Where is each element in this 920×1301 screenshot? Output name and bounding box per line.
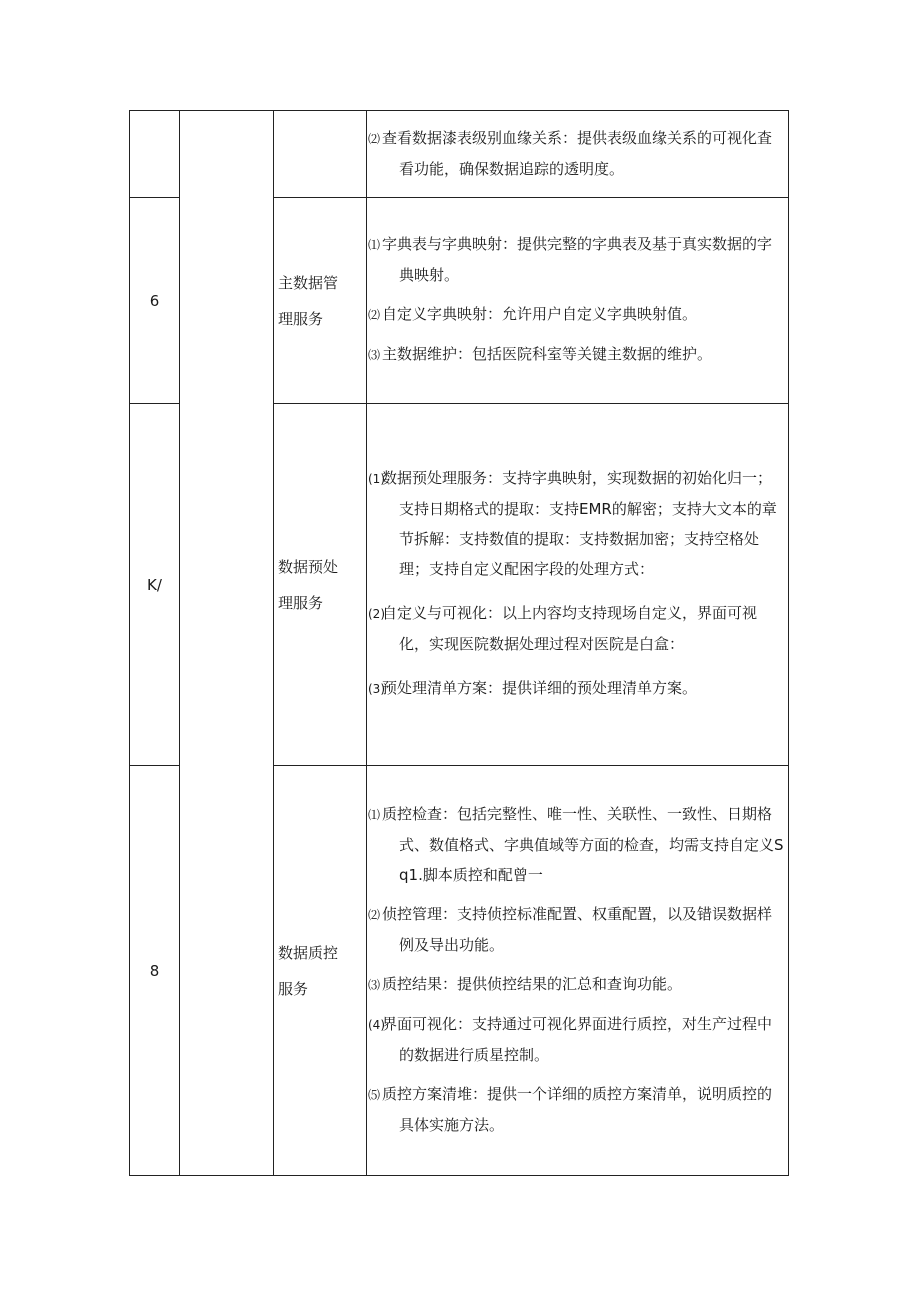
item-marker: ⑵ [368, 131, 381, 146]
item-text: 质控检查：包括完整性、唯一性、关联性、一致性、日期格式、数值格式、字典值域等方面的检查，均需支持自定义Sq1.脚本质控和配曾一 [382, 805, 784, 884]
service-name-cell [274, 404, 367, 766]
list-item [368, 299, 786, 330]
item-text: 质控方案清堆：提供一个详细的质控方案清单，说明质控的具体实施方法。 [382, 1085, 773, 1134]
item-text: 界面可视化：支持通过可视化界面进行质控，对生产过程中的数据进行质星控制。 [382, 1015, 773, 1064]
item-marker: ⑵ [368, 308, 381, 322]
service-name-cell [274, 111, 367, 198]
row-number-cell: K/ [130, 404, 180, 766]
description-cell [367, 766, 789, 1176]
row-number-cell [130, 111, 180, 198]
service-name-line: 理服务 [278, 593, 324, 612]
description-cell [367, 111, 789, 198]
list-item [368, 673, 786, 704]
service-name-line: 主数据管 [278, 273, 339, 292]
item-marker: ⑶ [368, 978, 381, 992]
service-name-cell [274, 198, 367, 404]
description-cell [367, 198, 789, 404]
blank-column-cell [180, 111, 274, 1176]
list-item [368, 969, 786, 1000]
list-item [368, 598, 786, 659]
item-marker: ⑴ [368, 808, 381, 822]
item-marker: (2) [368, 607, 385, 621]
list-item [368, 1009, 786, 1070]
spec-table [129, 110, 789, 1176]
item-text: 数据预处理服务：支持字典映射，实现数据的初始化归一；支持日期格式的提取：支持EMR的解密；支持大文本的章节拆解：支持数值的提取：支持数据加密；支持空格处理；支持自定义配困字段的处理方式： [382, 469, 777, 578]
item-text: 自定义字典映射：允许用户自定义字典映射值。 [382, 305, 698, 323]
item-text: 侦控管理：支持侦控标准配置、权重配置，以及错误数据样例及导出功能。 [382, 905, 773, 954]
service-name-cell [274, 766, 367, 1176]
list-item [368, 123, 786, 184]
item-marker: ⑶ [368, 348, 381, 362]
row-number-cell: 8 [130, 766, 180, 1176]
list-item [368, 899, 786, 960]
row-number-cell: 6 [130, 198, 180, 404]
service-name-line: 服务 [278, 979, 309, 998]
service-name-line: 数据质控 [278, 943, 339, 962]
item-marker: ⑸ [368, 1088, 381, 1102]
item-marker: (4) [368, 1018, 385, 1032]
item-text: 主数据维护：包括医院科室等关键主数据的维护。 [382, 345, 713, 363]
item-marker: ⑴ [368, 238, 381, 252]
item-text: 质控结果：提供侦控结果的汇总和查询功能。 [382, 975, 683, 993]
table-row [130, 111, 789, 198]
item-text: 查看数据漆表级别血缘关系：提供表级血缘关系的可视化査看功能，确保数据追踪的透明度。 [382, 128, 773, 178]
item-marker: ⑵ [368, 908, 381, 922]
list-item [368, 339, 786, 370]
description-cell [367, 404, 789, 766]
item-marker: (1) [368, 472, 385, 486]
item-text: 字典表与字典映射：提供完整的字典表及基于真实数据的字典映射。 [382, 235, 773, 284]
item-marker: (3) [368, 682, 385, 696]
list-item [368, 463, 786, 584]
list-item [368, 799, 786, 890]
service-name-line: 理服务 [278, 309, 324, 328]
item-text: 自定义与可视化：以上内容均支持现场自定义，界面可视化，实现医院数据处理过程对医院是白盒： [382, 604, 758, 653]
service-name-line: 数据预处 [278, 557, 339, 576]
item-text: 预处理清单方案：提供详细的预处理清单方案。 [382, 679, 698, 697]
list-item [368, 229, 786, 290]
list-item [368, 1079, 786, 1140]
